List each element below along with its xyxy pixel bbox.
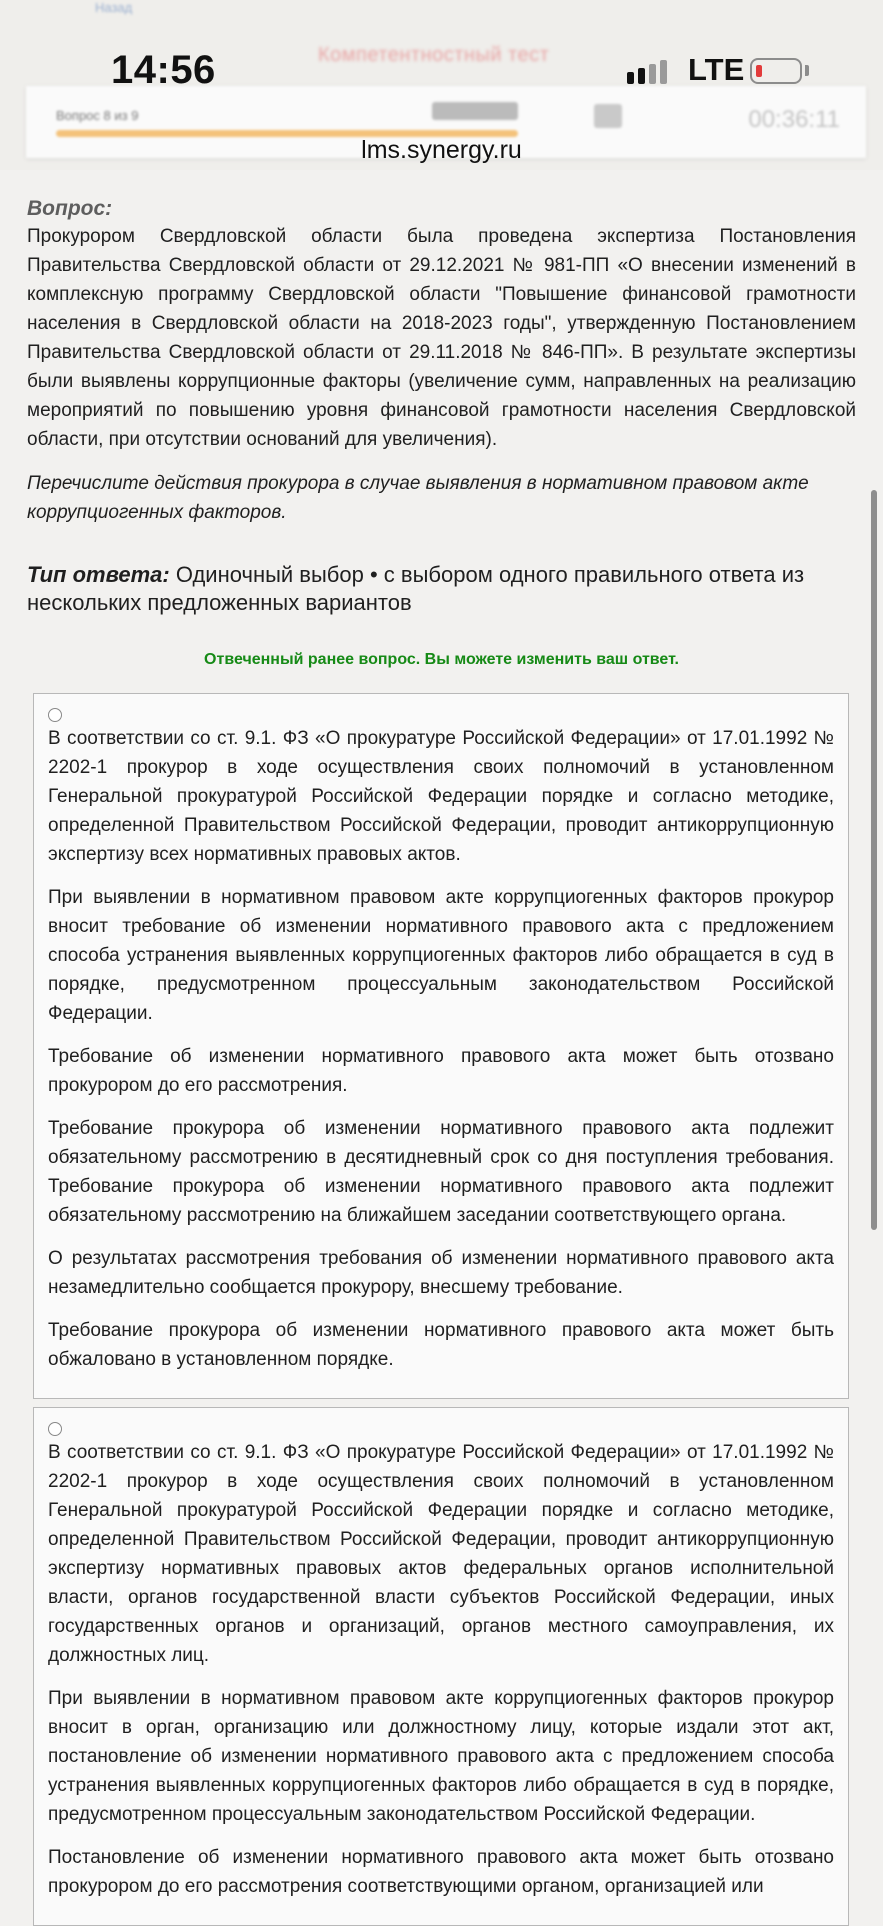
option-paragraph: Требование об изменении нормативного правового акта может быть отозвано прокурором до его рассмотрения. <box>48 1046 834 1096</box>
scrollbar[interactable] <box>871 490 877 1230</box>
timer: 00:36:11 <box>748 106 840 133</box>
radio-button[interactable] <box>48 1422 62 1436</box>
question-content <box>27 196 856 1926</box>
page-title: Компетентностный тест <box>318 44 550 66</box>
question-text: Прокурором Свердловской области была проведена экспертиза Постановления Правительства Свердловской области от 29.12.2021 № 981-ПП «О внесении изменений в комплексную программу Свердловской области "Повышение финансовой грамотности населения в Свердловской области на 2018-2023 годы", утвержденную Постановлением Правительства Свердловской области от 29.11.2018 № 846-ПП». В результате экспертизы были выявлены коррупционные факторы (увеличение сумм, направленных на реализацию мероприятий по повышению уровня финансовой грамотности населения Свердловской области, при отсутствии оснований для увеличения). <box>27 226 856 450</box>
signal-icon <box>627 60 671 86</box>
radio-button[interactable] <box>48 708 62 722</box>
clock: 14:56 <box>111 48 216 92</box>
answer-option-1[interactable] <box>33 693 849 1399</box>
answer-type <box>27 561 856 617</box>
back-link[interactable]: Назад <box>95 0 133 15</box>
option-paragraph: При выявлении в нормативном правовом акте коррупциогенных факторов прокурор вносит требование об изменении нормативного правового акта с предложением способа устранения выявленных коррупциогенных факторов либо обращается в суд в порядке, предусмотренном процессуальным законодательством Российской Федерации. <box>48 887 834 1024</box>
next-button[interactable] <box>432 102 518 120</box>
question-instruction: Перечислите действия прокурора в случае выявления в нормативном правовом акте коррупциогенных факторов. <box>27 473 809 523</box>
answer-type-value: Одиночный выбор • с выбором одного правильного ответа из нескольких предложенных вариантов <box>27 562 805 615</box>
status-bar <box>0 0 883 170</box>
list-icon[interactable] <box>594 104 622 128</box>
option-paragraph: При выявлении в нормативном правовом акте коррупциогенных факторов прокурор вносит в орган, организацию или должностному лицу, которые издали этот акт, постановление об изменении нормативного правового акта с предложением способа устранения выявленных коррупциогенных факторов либо обращается в суд в порядке, предусмотренном процессуальным законодательством Российской Федерации. <box>48 1688 834 1825</box>
option-paragraph: Постановление об изменении нормативного правового акта может быть отозвано прокурором до его рассмотрения соответствующими органом, организацией или <box>48 1847 834 1897</box>
option-paragraph: Требование прокурора об изменении нормативного правового акта подлежит обязательному рассмотрению в десятидневный срок со дня поступления требования. Требование прокурора об изменении нормативного правового акта подлежит обязательному рассмотрению на ближайшем заседании соответствующего органа. <box>48 1118 834 1226</box>
address-bar-url[interactable]: lms.synergy.ru <box>361 136 522 164</box>
question-counter: Вопрос 8 из 9 <box>56 108 139 123</box>
question-label: Вопрос: <box>27 197 113 220</box>
answer-type-label: Тип ответа: <box>27 562 170 587</box>
battery-tip <box>805 65 809 76</box>
option-paragraph: О результатах рассмотрения требования об изменении нормативного правового акта незамедлительно сообщается прокурору, внесшему требование. <box>48 1248 834 1298</box>
answered-notice: Отвеченный ранее вопрос. Вы можете изменить ваш ответ. <box>204 651 679 668</box>
network-type: LTE <box>688 52 745 87</box>
option-paragraph: В соответствии со ст. 9.1. ФЗ «О прокуратуре Российской Федерации» от 17.01.1992 № 2202-1 прокурор в ходе осуществления своих полномочий в установленном Генеральной прокуратурой Российской Федерации порядке и согласно методике, определенной Правительством Российской Федерации, проводит антикоррупционную экспертизу нормативных правовых актов федеральных органов исполнительной власти, органов государственной власти субъектов Российской Федерации, иных государственных органов и организаций, органов местного самоуправления, их должностных лиц. <box>48 1442 834 1666</box>
option-paragraph: В соответствии со ст. 9.1. ФЗ «О прокуратуре Российской Федерации» от 17.01.1992 № 2202-1 прокурор в ходе осуществления своих полномочий в установленном Генеральной прокуратурой Российской Федерации порядке и согласно методике, определенной Правительством Российской Федерации, проводит антикоррупционную экспертизу всех нормативных правовых актов. <box>48 728 834 865</box>
battery-icon <box>750 58 802 84</box>
answer-option-2[interactable] <box>33 1407 849 1926</box>
option-paragraph: Требование прокурора об изменении нормативного правового акта может быть обжаловано в установленном порядке. <box>48 1320 834 1370</box>
